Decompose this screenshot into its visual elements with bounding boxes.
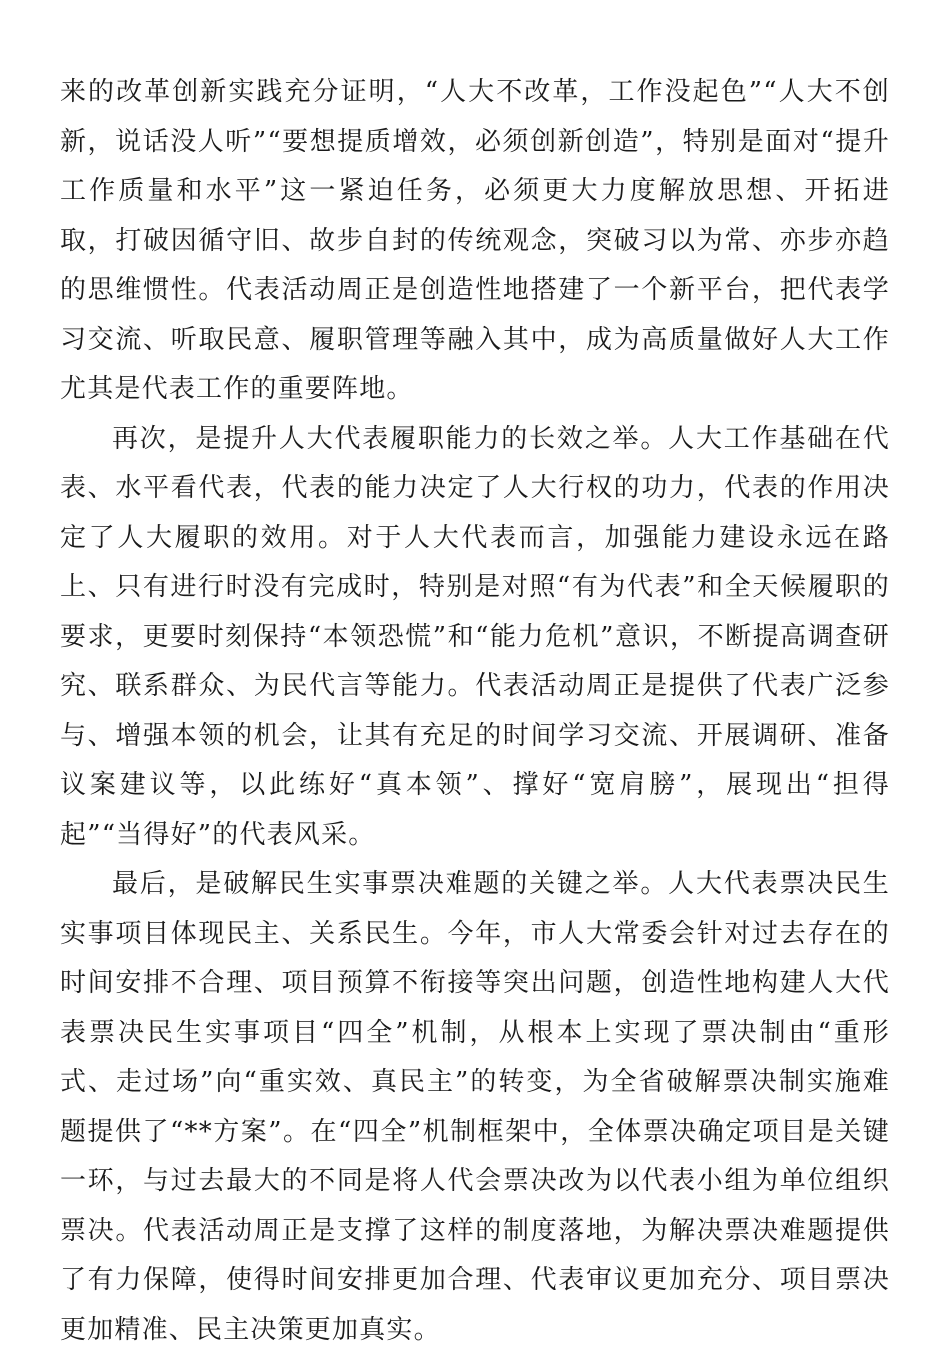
document-page — [60, 68, 890, 1355]
paragraph-livelihood-voting: 最后，是破解民生实事票决难题的关键之举。人大代表票决民生实事项目体现民主、关系民生。今年，市人大常委会针对过去存在的时间安排不合理、项目预算不衔接等突出问题，创造性地构建人大代表票决民生实事项目“四全”机制，从根本上实现了票决制由“重形式、走过场”向“重实效、真民主”的转变，为全省破解票决制实施难题提供了“**方案”。在“四全”机制框架中，全体票决确定项目是关键一环，与过去最大的不同是将人代会票决改为以代表小组为单位组织票决。代表活动周正是支撑了这样的制度落地，为解决票决难题提供了有力保障，使得时间安排更加合理、代表审议更加充分、项目票决更加精准、民主决策更加真实。 — [60, 869, 890, 1345]
paragraph-deputy-capability: 再次，是提升人大代表履职能力的长效之举。人大工作基础在代表、水平看代表，代表的能力决定了人大行权的功力，代表的作用决定了人大履职的效用。对于人大代表而言，加强能力建设永远在路上、只有进行时没有完成时，特别是对照“有为代表”和全天候履职的要求，更要时刻保持“本领恐慌”和“能力危机”意识，不断提高调查研究、联系群众、为民代言等能力。代表活动周正是提供了代表广泛参与、增强本领的机会，让其有充足的时间学习交流、开展调研、准备议案建议等，以此练好“真本领”、撑好“宽肩膀”，展现出“担得起”“当得好”的代表风采。 — [60, 423, 890, 850]
paragraph-reform-innovation: 来的改革创新实践充分证明，“人大不改革，工作没起色”“人大不创新，说话没人听”“要想提质增效，必须创新创造”，特别是面对“提升工作质量和水平”这一紧迫任务，必须更大力度解放思想、开拓进取，打破因循守旧、故步自封的传统观念，突破习以为常、亦步亦趋的思维惯性。代表活动周正是创造性地搭建了一个新平台，把代表学习交流、听取民意、履职管理等融入其中，成为高质量做好人大工作尤其是代表工作的重要阵地。 — [60, 77, 890, 404]
